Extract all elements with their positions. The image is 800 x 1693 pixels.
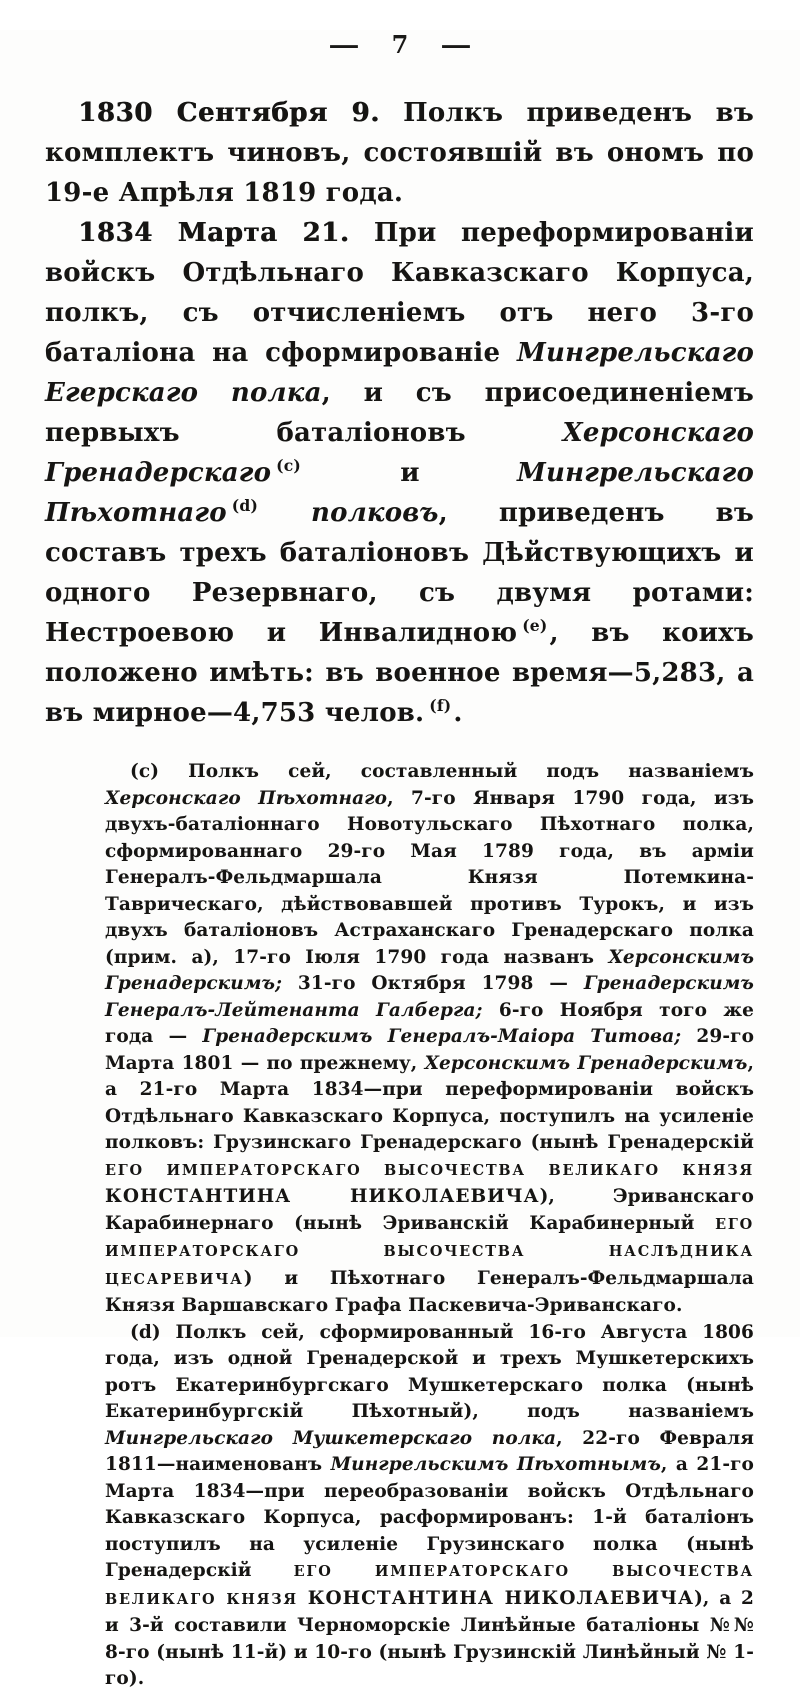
text-segment: (d) <box>231 496 259 516</box>
text-segment: Мингрельскаго Егерскаго полка <box>45 338 754 408</box>
text-segment: 6-го Ноября того же года — <box>105 999 754 1047</box>
text-segment: ) и Пѣхотнаго Генералъ-Фельдмаршала Князя Варшавскаго Графа Паскевича-Эриванскаго. <box>105 1267 754 1316</box>
text-segment: 29-го Марта 1801 — по прежнему, <box>105 1026 755 1074</box>
text-segment: Мингрельскаго Пѣхотнаго <box>45 458 754 528</box>
text-segment: , въ коихъ положено имѣть: въ военное время—5,283, а въ мирное—4,753 челов. <box>45 618 755 728</box>
text-segment: ), Эриванскаго Карабинернаго (нынѣ Эриванскій Карабинерный <box>105 1186 754 1234</box>
text-segment: , 7-го Января 1790 года, изъ двухъ-баталіоннаго Новотульскаго Пѣхотнаго полка, сформированнаго 29-го Мая 1789 года, въ арміи Генералъ-Фельдмаршала Князя Потемкина-Таврическаго, дѣйствовавшей противъ Турокъ, и изъ двухъ баталіоновъ Астраханскаго Гренадерскаго полка (прим. а), 17-го Іюля 1790 года названъ <box>105 787 754 968</box>
page-header <box>0 30 800 59</box>
text-segment: Мингрельскаго Мушкетерскаго полка <box>105 1427 557 1449</box>
text-segment: Херсонскаго Гренадерскаго <box>45 418 754 488</box>
footnote-d <box>105 1320 754 1693</box>
text-segment: ЕГО ИМПЕРАТОРСКАГО ВЫСОЧЕСТВА ВЕЛИКАГО КНЯЗЯ <box>105 1563 754 1608</box>
text-segment: полковъ <box>311 498 439 528</box>
text-segment: Гренадерскимъ Генералъ-Лейтенанта Галберга; <box>105 973 754 1021</box>
text-segment: и <box>302 458 517 488</box>
text-segment: При переформированіи войскъ Отдѣльнаго Кавказскаго Корпуса, полкъ, съ отчисленіемъ отъ него 3-го баталіона на сформированіе <box>45 218 754 368</box>
text-segment: Мингрельскимъ Пѣхотнымъ <box>330 1454 661 1475</box>
text-segment: , и съ присоединеніемъ первыхъ баталіоновъ <box>45 378 754 448</box>
main-text <box>45 93 754 733</box>
footnote-c <box>105 759 754 1320</box>
text-segment: , а 21-го Марта 1834—при переформированіи войскъ Отдѣльнаго Кавказскаго Корпуса, поступилъ на усиленіе полковъ: Грузинскаго Гренадерскаго (нынѣ Гренадерскій <box>105 1052 754 1153</box>
text-segment: ), а 2 и 3-й составили Черноморскіе Линѣйные баталіоны №№ 8-го (нынѣ 11-й) и 10-го (нынѣ Грузинскій Линѣйный № 1-го). <box>105 1587 754 1689</box>
page-number: 7 <box>391 30 409 59</box>
text-segment: Херсонскимъ Гренадерскимъ; <box>105 946 754 994</box>
text-segment: , а 21-го Марта 1834—при переобразованіи войскъ Отдѣльнаго Кавказскаго Корпуса, расформированъ: 1-й баталіонъ поступилъ на усиленіе Грузинскаго полка (нынѣ Гренадерскій <box>105 1454 754 1581</box>
text-segment: (c) <box>276 456 301 476</box>
text-segment <box>298 1588 308 1609</box>
paragraph-entry-1830 <box>45 93 754 213</box>
text-segment: КОНСТАНТИНА НИКОЛАЕВИЧА <box>307 1587 695 1609</box>
text-segment: Гренадерскимъ Генералъ-Маіора Титова; <box>202 1026 682 1047</box>
text-segment: (c) Полкъ сей, составленный подъ названіемъ <box>130 761 754 782</box>
text-segment: (f) <box>429 696 452 716</box>
text-segment: 1830 Сентября 9. <box>78 98 380 128</box>
header-right-dash: — <box>440 30 472 59</box>
text-segment: КОНСТАНТИНА НИКОЛАЕВИЧА <box>105 1186 540 1207</box>
text-segment: 31-го Октября 1798 — <box>282 973 584 994</box>
footnotes-section <box>105 759 754 1693</box>
text-segment: . <box>453 698 463 728</box>
text-segment: Полкъ приведенъ въ комплектъ чиновъ, состоявшій въ ономъ по 19-е Апрѣля 1819 года. <box>45 98 754 208</box>
text-segment <box>260 498 311 528</box>
text-segment: (e) <box>522 616 548 636</box>
text-segment: , 22-го Февраля 1811—наименованъ <box>105 1427 754 1475</box>
text-segment: ЕГО ИМПЕРАТОРСКАГО ВЫСОЧЕСТВА НАСЛѢДНИКА ЦЕСАРЕВИЧА <box>105 1215 754 1288</box>
text-segment: (d) Полкъ сей, сформированный 16-го Августа 1806 года, изъ одной Гренадерской и трехъ Мушкетерскихъ ротъ Екатеринбургскаго Мушкетерскаго полка (нынѣ Екатеринбургскій Пѣхотный), подъ названіемъ <box>105 1321 754 1422</box>
scanned-book-page <box>0 30 800 1689</box>
paragraph-entry-1834 <box>45 213 754 733</box>
text-segment: Херсонскимъ Гренадерскимъ <box>424 1052 748 1074</box>
header-left-dash: — <box>328 30 360 59</box>
text-segment: Херсонскаго Пѣхотнаго <box>105 787 388 809</box>
text-segment: ЕГО ИМПЕРАТОРСКАГО ВЫСОЧЕСТВА ВЕЛИКАГО КНЯЗЯ <box>105 1161 754 1179</box>
text-segment: 1834 Марта 21. <box>78 218 350 248</box>
text-segment: , приведенъ въ составъ трехъ баталіоновъ Дѣйствующихъ и одного Резервнаго, съ двумя ротами: Нестроевою и Инвалидною <box>45 498 754 648</box>
